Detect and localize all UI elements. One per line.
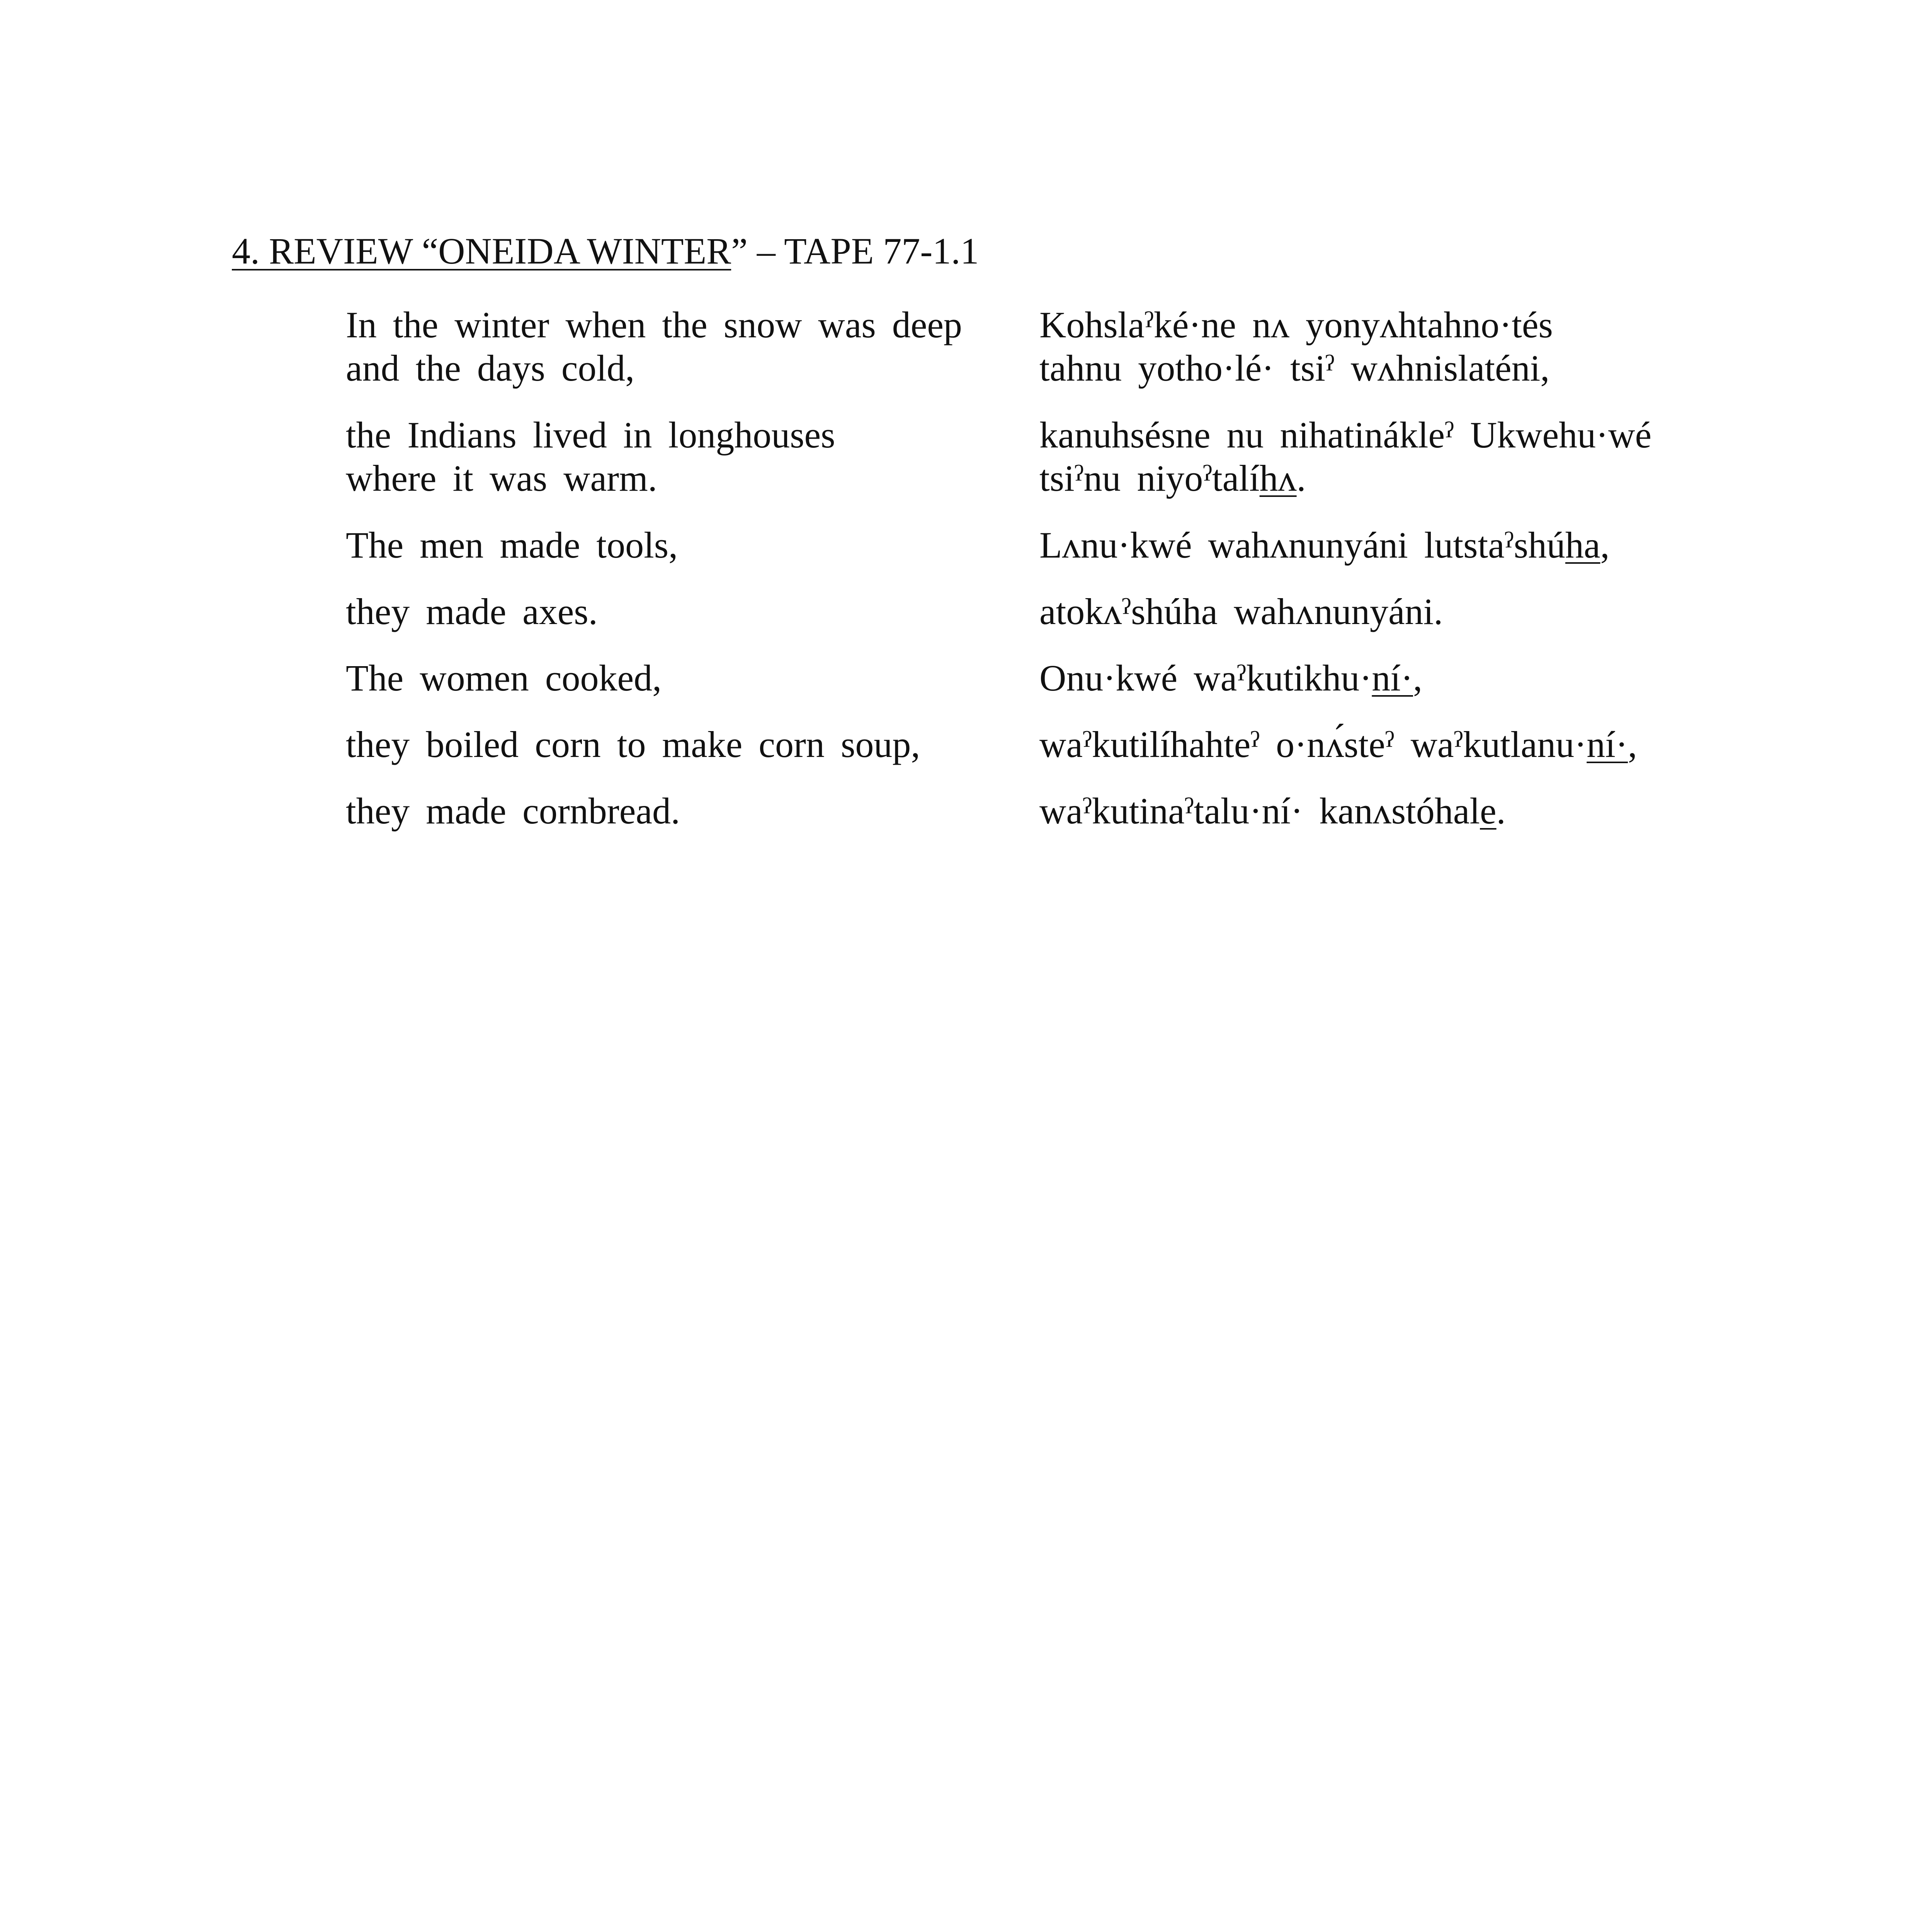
underlined-syllable: e xyxy=(1480,790,1497,832)
oneida-line: atokʌˀshúha wahʌnunyáni. xyxy=(1039,591,1443,632)
oneida-line: kanuhsésne nu nihatinákleˀ Ukwehu·wé xyxy=(1039,414,1652,456)
oneida-line: Lʌnu·kwé wahʌnunyáni lutstaˀshúha, xyxy=(1039,524,1610,566)
oneida-text xyxy=(1039,413,1689,500)
english-line: and the days cold, xyxy=(346,347,635,389)
english-text xyxy=(346,524,1003,567)
oneida-line: Kohslaˀké·ne nʌ yonyʌhtahno·tés xyxy=(1039,304,1553,345)
oneida-text xyxy=(1039,303,1689,390)
oneida-text xyxy=(1039,656,1689,700)
english-line: they made cornbread. xyxy=(346,790,680,832)
underlined-syllable: ha xyxy=(1565,524,1600,566)
heading-tape-reference: ” – TAPE 77-1.1 xyxy=(731,230,979,272)
oneida-text xyxy=(1039,723,1689,766)
english-line: where it was warm. xyxy=(346,457,657,499)
english-line: they made axes. xyxy=(346,591,598,632)
english-text xyxy=(346,789,1003,833)
english-line: the Indians lived in longhouses xyxy=(346,414,835,456)
english-text xyxy=(346,590,1003,633)
english-text xyxy=(346,723,1003,766)
underlined-syllable: hʌ xyxy=(1259,457,1297,499)
english-line: they boiled corn to make corn soup, xyxy=(346,724,920,765)
heading-title: 4. REVIEW “ONEIDA WINTER xyxy=(232,230,731,272)
english-line: The women cooked, xyxy=(346,657,662,699)
english-text xyxy=(346,413,1003,500)
english-text xyxy=(346,303,1003,390)
oneida-line: Onu·kwé waˀkutikhu·ní·, xyxy=(1039,657,1422,699)
oneida-text xyxy=(1039,789,1689,833)
oneida-line: tsiˀnu niyoˀtalíhʌ. xyxy=(1039,457,1306,499)
oneida-line: tahnu yotho·lé· tsiˀ wʌhnislaténi, xyxy=(1039,347,1550,389)
english-line: The men made tools, xyxy=(346,524,678,566)
underlined-syllable: ní· xyxy=(1587,724,1628,765)
english-text xyxy=(346,656,1003,700)
oneida-line: waˀkutilíhahteˀ o·nʌ́steˀ waˀkutlanu·ní·, xyxy=(1039,724,1637,765)
oneida-text xyxy=(1039,590,1689,633)
oneida-line: waˀkutinaˀtalu·ní· kanʌstóhale. xyxy=(1039,790,1506,832)
underlined-syllable: ní· xyxy=(1372,657,1413,699)
oneida-text xyxy=(1039,524,1689,567)
section-heading xyxy=(232,228,979,274)
english-line: In the winter when the snow was deep xyxy=(346,304,962,345)
